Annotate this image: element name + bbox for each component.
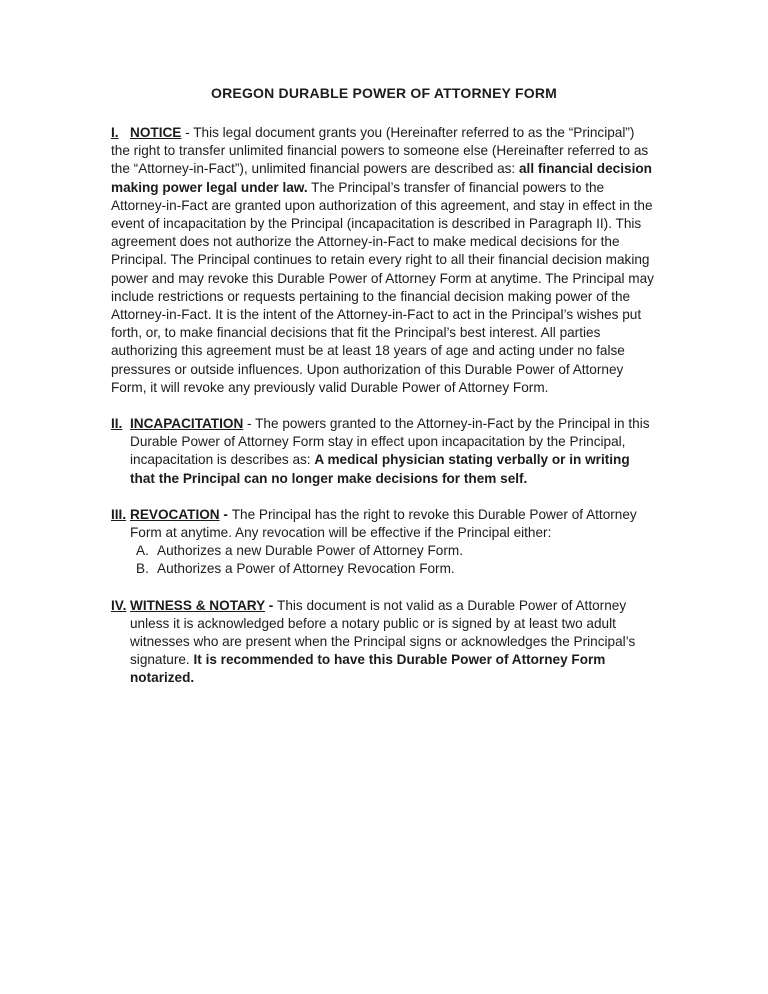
- body-text-bold: It is recommended to have this Durable Power of Attorney Form notarized.: [130, 652, 606, 686]
- section-heading: WITNESS & NOTARY: [130, 597, 265, 613]
- list-item-text: Authorizes a new Durable Power of Attorney Form.: [157, 543, 463, 559]
- section-number: IV.: [111, 597, 127, 613]
- section-separator: -: [219, 506, 232, 522]
- document-section: [111, 415, 657, 488]
- list-item-text: Authorizes a Power of Attorney Revocation Form.: [157, 561, 455, 577]
- section-number: II.: [111, 416, 123, 432]
- body-text: The powers granted to the Attorney-in-Fact by the Principal in this Durable Power of Attorney Form stay in effect upon incapacitation by the Principal, incapacitation is describes as:: [130, 416, 650, 468]
- section-heading: INCAPACITATION: [130, 416, 244, 432]
- section-heading: REVOCATION: [130, 506, 220, 522]
- section-separator: -: [243, 416, 256, 432]
- section-separator: -: [181, 125, 194, 140]
- list-item-label: B.: [136, 561, 149, 577]
- body-text: This legal document grants you (Hereinafter referred to as the “Principal”) the right to transfer unlimited financial powers to someone else (Hereinafter referred to as the “Attorney-in-Fact”), unlimited financial powers are described as:: [111, 125, 649, 177]
- body-text: The Principal has the right to revoke this Durable Power of Attorney Form at anytime. Any revocation will be effective if the Principal either:: [130, 506, 637, 541]
- body-text: This document is not valid as a Durable Power of Attorney unless it is acknowledged before a notary public or is signed by at least two adult witnesses who are present when the Principal signs or acknowledges the Principal’s signature.: [130, 597, 636, 668]
- section-heading: NOTICE: [130, 125, 182, 140]
- document-section: [111, 506, 657, 579]
- list-item: [130, 560, 657, 578]
- document-title: OREGON DURABLE POWER OF ATTORNEY FORM: [211, 85, 557, 101]
- list-item: [130, 542, 657, 560]
- document-content: [111, 84, 657, 688]
- body-text-bold: all financial decision making power legal under law.: [111, 161, 652, 195]
- body-text-bold: A medical physician stating verbally or in writing that the Principal can no longer make decisions for them self.: [130, 452, 630, 486]
- list-item-label: A.: [136, 543, 149, 559]
- section-body-text: [111, 125, 654, 395]
- sections: [111, 124, 657, 688]
- document-section: [111, 124, 657, 397]
- section-number: III.: [111, 506, 127, 522]
- document-section: [111, 597, 657, 688]
- body-text: The Principal’s transfer of financial powers to the Attorney-in-Fact are granted upon authorization of this agreement, and stay in effect in the event of incapacitation by the Principal (incapacitation is described in Paragraph II). This agreement does not authorize the Attorney-in-Fact to make medical decisions for the Principal. The Principal continues to retain every right to all their financial decision making power and may revoke this Durable Power of Attorney Form at anytime. The Principal may include restrictions or requests pertaining to the financial decision making power of the Attorney-in-Fact. It is the intent of the Attorney-in-Fact to act in the Principal’s wishes put forth, or, to make financial decisions that fit the Principal’s best interest. All parties authorizing this agreement must be at least 18 years of age and acting under no false pressures or outside influences. Upon authorization of this Durable Power of Attorney Form, it will revoke any previously valid Durable Power of Attorney Form.: [111, 179, 654, 395]
- section-separator: -: [264, 597, 278, 613]
- section-number: I.: [111, 125, 119, 140]
- section-list: [130, 542, 657, 578]
